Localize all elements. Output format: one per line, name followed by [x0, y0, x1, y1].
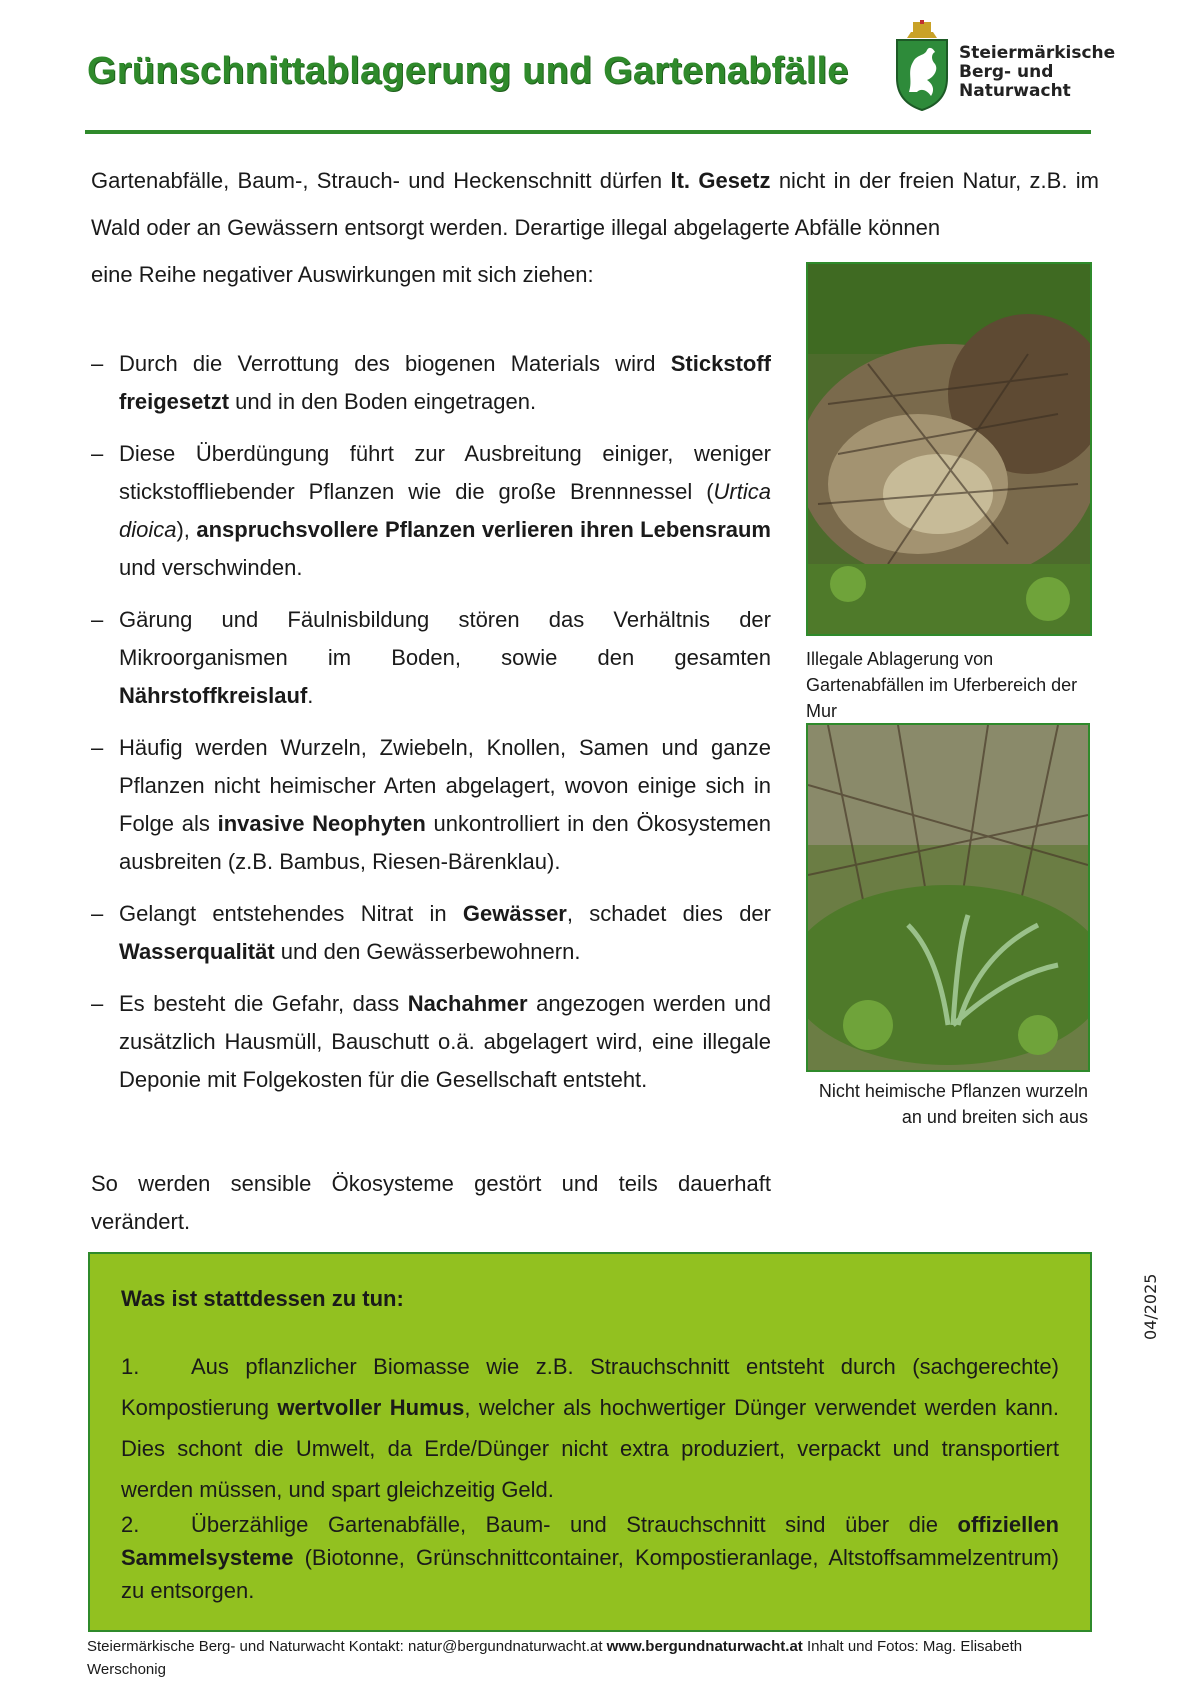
- page-title: Grünschnittablagerung und Gartenabfälle: [87, 50, 849, 92]
- photo-garden-waste-pile: [806, 262, 1092, 636]
- list-item: [91, 729, 771, 881]
- item-text: Diese Überdüngung führt zur Ausbreitung einiger, weniger stickstoffliebender Pflanzen wie die große Brennnessel (: [119, 441, 771, 504]
- recommendation-item: [121, 1508, 1059, 1607]
- issue-date: 04/2025: [1141, 1273, 1160, 1340]
- recommendation-box: [88, 1252, 1092, 1632]
- logo-line: Berg- und: [959, 62, 1054, 82]
- item-text: angezogen werden und zusätzlich Hausmüll, Bauschutt o.ä. abgelagert wird, eine illegale Deponie mit Folgekosten für die Gesellschaft entsteht.: [119, 991, 771, 1092]
- item-text: und den Gewässerbewohnern.: [274, 939, 581, 964]
- list-item: [91, 985, 771, 1099]
- footer-website: www.bergundnaturwacht.at: [606, 1638, 803, 1655]
- footer-text: Inhalt und Fotos: Mag. Elisabeth Werschonig: [87, 1638, 1023, 1678]
- item-bold: wertvoller Humus: [277, 1395, 465, 1420]
- item-text: Überzählige Gartenabfälle, Baum- und Strauchschnitt sind über die: [191, 1512, 958, 1537]
- logo-line: Naturwacht: [959, 81, 1071, 101]
- item-text: Gelangt entstehendes Nitrat in: [119, 901, 463, 926]
- list-item: [91, 435, 771, 587]
- item-text: Gärung und Fäulnisbildung stören das Verhältnis der Mikroorganismen im Boden, sowie den gesamten: [119, 607, 771, 670]
- list-item: [91, 345, 771, 421]
- item-bold: Stickstoff freigesetzt: [119, 351, 771, 414]
- intro-text: Gartenabfälle, Baum-, Strauch- und Heckenschnitt dürfen: [91, 168, 671, 193]
- item-bold: anspruchsvollere Pflanzen verlieren ihren Lebensraum: [196, 517, 771, 542]
- title-divider: [85, 130, 1091, 134]
- item-bold: offiziellen Sammelsysteme: [121, 1512, 1059, 1570]
- intro-text: nicht in der freien Natur, z.B. im Wald oder an Gewässern entsorgt werden. Derartige illegal abgelagerte Abfälle können: [91, 168, 1099, 240]
- photo-invasive-plants: [806, 723, 1090, 1072]
- photo-caption: Illegale Ablagerung von Gartenabfällen im Uferbereich der Mur: [806, 649, 1078, 721]
- photo-caption: Nicht heimische Pflanzen wurzeln an und breiten sich aus: [818, 1081, 1088, 1127]
- item-bold: Gewässer: [462, 901, 567, 926]
- item-text: Es besteht die Gefahr, dass: [119, 991, 408, 1016]
- item-number: 1.: [121, 1354, 140, 1379]
- impact-list: [91, 345, 771, 1113]
- recommendation-item: [121, 1346, 1059, 1510]
- item-number: 2.: [121, 1512, 140, 1537]
- item-text: und verschwinden.: [119, 555, 303, 580]
- intro-paragraph: [91, 157, 1099, 251]
- item-text: Häufig werden Wurzeln, Zwiebeln, Knollen, Samen und ganze Pflanzen nicht heimischer Arten abgelagert, wovon einige sich in Folge als: [119, 735, 771, 836]
- footer-text: Steiermärkische Berg- und Naturwacht Kontakt: natur@bergundnaturwacht.at: [87, 1638, 607, 1655]
- item-bold: invasive Neophyten: [217, 811, 426, 836]
- intro-lead: eine Reihe negativer Auswirkungen mit sich ziehen:: [91, 262, 594, 287]
- logo-line: Steiermärkische: [959, 43, 1116, 63]
- item-text: ),: [176, 517, 197, 542]
- item-bold: Nährstoffkreislauf: [119, 683, 308, 708]
- item-italic: Urtica dioica: [119, 479, 771, 542]
- logo-text: [959, 44, 1115, 101]
- item-text: .: [307, 683, 314, 708]
- footer: [87, 1635, 1097, 1681]
- item-bold: Nachahmer: [407, 991, 528, 1016]
- item-text: , welcher als hochwertiger Dünger verwendet werden kann. Dies schont die Umwelt, da Erde/Dünger nicht extra produziert, verpackt und transportiert werden müssen, und spart gleichzeitig Geld.: [121, 1395, 1059, 1502]
- item-text: und in den Boden eingetragen.: [229, 389, 537, 414]
- list-item: [91, 895, 771, 971]
- item-text: Durch die Verrottung des biogenen Materials wird: [119, 351, 671, 376]
- closing-paragraph: So werden sensible Ökosysteme gestört und teils dauerhaft verändert.: [91, 1171, 771, 1234]
- logo: [893, 20, 1200, 115]
- item-text: (Biotonne, Grünschnittcontainer, Kompostieranlage, Altstoffsammelzentrum) zu entsorgen.: [121, 1545, 1059, 1603]
- item-bold: Wasserqualität: [119, 939, 275, 964]
- box-title: Was ist stattdessen zu tun:: [121, 1286, 404, 1311]
- item-text: unkontrolliert in den Ökosystemen ausbreiten (z.B. Bambus, Riesen-Bärenklau).: [119, 811, 771, 874]
- item-text: , schadet dies der: [566, 901, 771, 926]
- coat-of-arms-icon: [893, 20, 951, 112]
- list-item: [91, 601, 771, 715]
- intro-bold: lt. Gesetz: [670, 168, 771, 193]
- item-text: Aus pflanzlicher Biomasse wie z.B. Strauchschnitt entsteht durch (sachgerechte) Kompostierung: [121, 1354, 1059, 1420]
